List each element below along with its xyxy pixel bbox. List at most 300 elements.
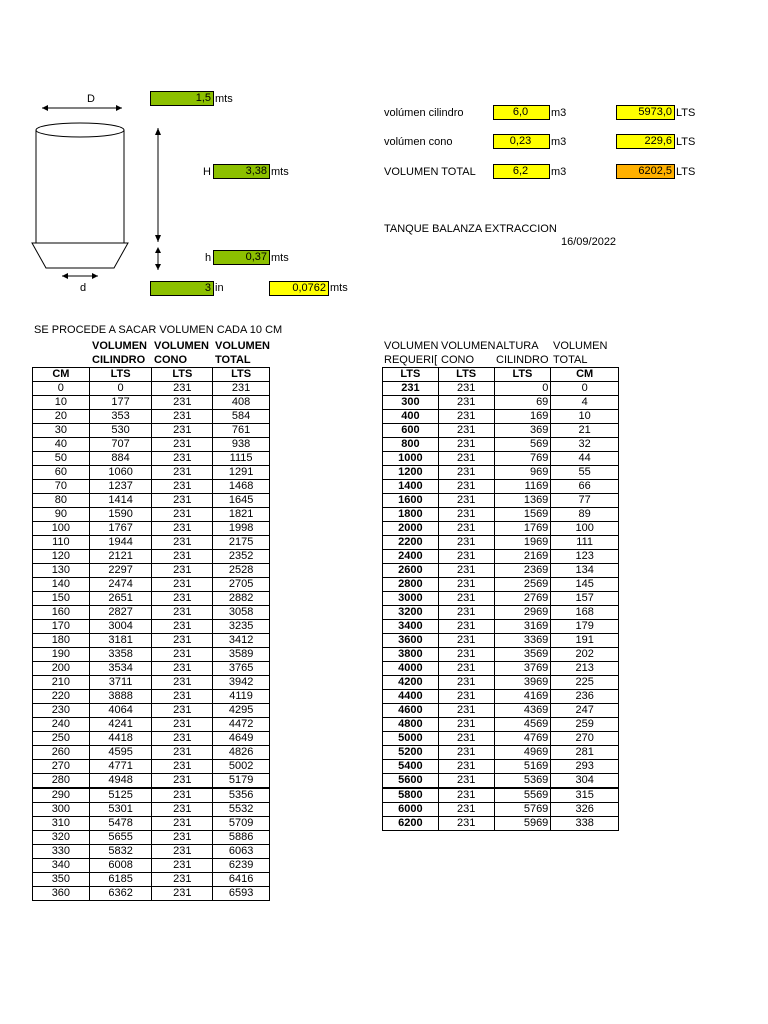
- table-cell: 1169: [494, 480, 551, 494]
- table-cell: 231: [152, 578, 213, 592]
- table-cell: 231: [152, 550, 213, 564]
- table-cell: 231: [152, 718, 213, 732]
- table-cell: 304: [551, 774, 619, 789]
- table-cell: 2369: [494, 564, 551, 578]
- table-row: [383, 494, 619, 508]
- table-cell: 270: [551, 732, 619, 746]
- table-cell: 220: [33, 690, 90, 704]
- table-cell: 584: [213, 410, 270, 424]
- table-row: [33, 466, 270, 480]
- outlet-inches-value[interactable]: 3: [150, 281, 214, 296]
- table-cell: 1369: [494, 494, 551, 508]
- table-cell: 231: [438, 410, 494, 424]
- table-cell: 202: [551, 648, 619, 662]
- table-cell: 77: [551, 494, 619, 508]
- table-cell: 600: [383, 424, 439, 438]
- table-cell: 69: [494, 396, 551, 410]
- table-cell: 231: [152, 760, 213, 774]
- table-cell: 1000: [383, 452, 439, 466]
- table-cell: 231: [438, 634, 494, 648]
- table-cell: 231: [152, 845, 213, 859]
- table-row: [33, 424, 270, 438]
- table-cell: 150: [33, 592, 90, 606]
- table-cell: 231: [152, 396, 213, 410]
- table-cell: 3412: [213, 634, 270, 648]
- table-cell: 3169: [494, 620, 551, 634]
- outlet-meters-unit: mts: [330, 282, 348, 294]
- table-cell: 231: [152, 564, 213, 578]
- table-row: [33, 887, 270, 901]
- table-cell: 1414: [89, 494, 152, 508]
- table-cell: 231: [152, 508, 213, 522]
- table-cell: 1291: [213, 466, 270, 480]
- table-cell: 160: [33, 606, 90, 620]
- table-cell: 1944: [89, 536, 152, 550]
- table-cell: 231: [152, 620, 213, 634]
- table-cell: 4969: [494, 746, 551, 760]
- table-cell: 231: [152, 803, 213, 817]
- table-cell: 231: [152, 634, 213, 648]
- table-cell: 3004: [89, 620, 152, 634]
- table-row: [383, 718, 619, 732]
- table-row: [33, 788, 270, 803]
- table-cell: 5969: [494, 817, 551, 831]
- table-row: [33, 774, 270, 789]
- table-cell: 111: [551, 536, 619, 550]
- table-cell: 5369: [494, 774, 551, 789]
- table-cell: 231: [152, 732, 213, 746]
- table-cell: 1569: [494, 508, 551, 522]
- table-cell: 177: [89, 396, 152, 410]
- table-cell: 4600: [383, 704, 439, 718]
- total-volume-m3-unit: m3: [551, 166, 567, 178]
- table-cell: 168: [551, 606, 619, 620]
- table-cell: 5169: [494, 760, 551, 774]
- table-cell: 270: [33, 760, 90, 774]
- table-cell: 2000: [383, 522, 439, 536]
- table-row: [383, 690, 619, 704]
- cone-height-value[interactable]: 0,37: [213, 250, 270, 265]
- total-volume-lts: 6202,5: [616, 164, 675, 179]
- table-cell: 3765: [213, 662, 270, 676]
- table-cell: 360: [33, 887, 90, 901]
- table-cell: 2882: [213, 592, 270, 606]
- cone-height-unit: mts: [271, 252, 289, 264]
- report-date: 16/09/2022: [561, 236, 617, 248]
- left-header-total-2: TOTAL: [215, 354, 251, 366]
- right-header-height-1: ALTURA: [496, 340, 539, 352]
- table-cell: 231: [152, 746, 213, 760]
- table-cell: 4418: [89, 732, 152, 746]
- table-row: [383, 788, 619, 803]
- table-cell: 210: [33, 676, 90, 690]
- table-row: [33, 873, 270, 887]
- table-cell: 4800: [383, 718, 439, 732]
- table-cell: 89: [551, 508, 619, 522]
- table-cell: 231: [383, 382, 439, 396]
- table-cell: 231: [152, 859, 213, 873]
- table-cell: 230: [33, 704, 90, 718]
- table-cell: 231: [438, 578, 494, 592]
- table-cell: 2400: [383, 550, 439, 564]
- table-cell: 4948: [89, 774, 152, 789]
- table-row: [33, 760, 270, 774]
- table-cell: 231: [438, 760, 494, 774]
- table-cell: 2651: [89, 592, 152, 606]
- table-cell: 231: [152, 424, 213, 438]
- table-cell: 569: [494, 438, 551, 452]
- table-cell: 4119: [213, 690, 270, 704]
- table-row: [33, 592, 270, 606]
- table-cell: 5600: [383, 774, 439, 789]
- table-row: [33, 831, 270, 845]
- table-cell: 231: [438, 817, 494, 831]
- table-cell: 5125: [89, 788, 152, 803]
- table-row: [33, 438, 270, 452]
- table-cell: 231: [152, 606, 213, 620]
- table-cell: 5356: [213, 788, 270, 803]
- table-cell: 140: [33, 578, 90, 592]
- table-row: [383, 564, 619, 578]
- table-cell: 231: [152, 480, 213, 494]
- table-cell: 5400: [383, 760, 439, 774]
- table-row: [33, 690, 270, 704]
- table-cell: 6362: [89, 887, 152, 901]
- cylinder-volume-m3: 6,0: [493, 105, 550, 120]
- table-row: [383, 746, 619, 760]
- table-cell: 6239: [213, 859, 270, 873]
- table-cell: 6200: [383, 817, 439, 831]
- table-cell: 884: [89, 452, 152, 466]
- table-cell: 5200: [383, 746, 439, 760]
- table-cell: 2769: [494, 592, 551, 606]
- table-cell: 707: [89, 438, 152, 452]
- table-cell: 2827: [89, 606, 152, 620]
- table-cell: 259: [551, 718, 619, 732]
- table-cell: 300: [33, 803, 90, 817]
- table-cell: 231: [438, 662, 494, 676]
- table-row: [33, 620, 270, 634]
- table-cell: 231: [152, 410, 213, 424]
- right-header-cone-1: VOLUMEN: [441, 340, 496, 352]
- column-header: LTS: [89, 368, 152, 382]
- table-cell: 21: [551, 424, 619, 438]
- left-header-cylinder-1: VOLUMEN: [92, 340, 147, 352]
- cone-volume-lts: 229,6: [616, 134, 675, 149]
- table-row: [33, 676, 270, 690]
- table-cell: 231: [438, 522, 494, 536]
- table-cell: 1769: [494, 522, 551, 536]
- table-cell: 231: [438, 550, 494, 564]
- left-header-cylinder-2: CILINDRO: [92, 354, 146, 366]
- table-cell: 70: [33, 480, 90, 494]
- table-cell: 231: [438, 690, 494, 704]
- height-value[interactable]: 3,38: [213, 164, 270, 179]
- table-row: [33, 410, 270, 424]
- table-cell: 969: [494, 466, 551, 480]
- table-cell: 4649: [213, 732, 270, 746]
- table-cell: 50: [33, 452, 90, 466]
- table-cell: 1200: [383, 466, 439, 480]
- table-cell: 4595: [89, 746, 152, 760]
- table-cell: 231: [438, 803, 494, 817]
- table-cell: 5532: [213, 803, 270, 817]
- table-cell: 231: [152, 592, 213, 606]
- column-header: LTS: [438, 368, 494, 382]
- table-cell: 330: [33, 845, 90, 859]
- table-cell: 2800: [383, 578, 439, 592]
- table-cell: 1468: [213, 480, 270, 494]
- table-cell: 3200: [383, 606, 439, 620]
- outlet-inches-unit: in: [215, 282, 224, 294]
- table-row: [33, 648, 270, 662]
- right-header-total-2: TOTAL: [553, 354, 588, 366]
- table-cell: 231: [438, 480, 494, 494]
- table-row: [383, 382, 619, 396]
- table-cell: 3711: [89, 676, 152, 690]
- table-cell: 2121: [89, 550, 152, 564]
- table-cell: 130: [33, 564, 90, 578]
- table-cell: 100: [551, 522, 619, 536]
- table-cell: 134: [551, 564, 619, 578]
- table-cell: 400: [383, 410, 439, 424]
- table-cell: 6008: [89, 859, 152, 873]
- table-cell: 231: [152, 438, 213, 452]
- table-cell: 231: [152, 466, 213, 480]
- table-cell: 0: [551, 382, 619, 396]
- table-row: [383, 522, 619, 536]
- right-header-cone-2: CONO: [441, 354, 474, 366]
- table-cell: 66: [551, 480, 619, 494]
- total-volume-m3: 6,2: [493, 164, 550, 179]
- table-row: [33, 522, 270, 536]
- table-cell: 1060: [89, 466, 152, 480]
- table-cell: 231: [152, 676, 213, 690]
- table-cell: 5478: [89, 817, 152, 831]
- table-cell: 530: [89, 424, 152, 438]
- table-cell: 6063: [213, 845, 270, 859]
- table-cell: 5569: [494, 788, 551, 803]
- table-cell: 4: [551, 396, 619, 410]
- table-cell: 169: [494, 410, 551, 424]
- table-row: [383, 817, 619, 831]
- table-cell: 179: [551, 620, 619, 634]
- table-cell: 4000: [383, 662, 439, 676]
- table-cell: 1400: [383, 480, 439, 494]
- table-cell: 231: [438, 382, 494, 396]
- table-cell: 231: [438, 774, 494, 789]
- table-cell: 2175: [213, 536, 270, 550]
- table-cell: 231: [152, 873, 213, 887]
- table-cell: 4400: [383, 690, 439, 704]
- table-cell: 55: [551, 466, 619, 480]
- table-row: [383, 424, 619, 438]
- table-cell: 40: [33, 438, 90, 452]
- table-cell: 3600: [383, 634, 439, 648]
- table-cell: 2169: [494, 550, 551, 564]
- table-cell: 60: [33, 466, 90, 480]
- tank-diagram: [30, 90, 180, 290]
- table-cell: 290: [33, 788, 90, 803]
- table-cell: 6593: [213, 887, 270, 901]
- cone-volume-m3: 0,23: [493, 134, 550, 149]
- table-cell: 3534: [89, 662, 152, 676]
- table-cell: 1600: [383, 494, 439, 508]
- table-cell: 200: [33, 662, 90, 676]
- table-cell: 231: [152, 887, 213, 901]
- table-cell: 231: [438, 592, 494, 606]
- table-intro: SE PROCEDE A SACAR VOLUMEN CADA 10 CM: [34, 324, 283, 336]
- table-cell: 231: [152, 831, 213, 845]
- tank-title: TANQUE BALANZA EXTRACCION: [384, 223, 557, 235]
- cylinder-volume-m3-unit: m3: [551, 107, 567, 119]
- table-row: [33, 452, 270, 466]
- table-row: [383, 760, 619, 774]
- table-row: [383, 452, 619, 466]
- table-cell: 231: [438, 704, 494, 718]
- table-row: [383, 634, 619, 648]
- table-cell: 3569: [494, 648, 551, 662]
- table-cell: 1237: [89, 480, 152, 494]
- table-cell: 10: [551, 410, 619, 424]
- table-row: [33, 564, 270, 578]
- table-cell: 5709: [213, 817, 270, 831]
- table-cell: 280: [33, 774, 90, 789]
- table-cell: 326: [551, 803, 619, 817]
- table-cell: 32: [551, 438, 619, 452]
- table-cell: 1645: [213, 494, 270, 508]
- table-row: [383, 732, 619, 746]
- column-header: LTS: [383, 368, 439, 382]
- table-cell: 3000: [383, 592, 439, 606]
- table-cell: 1590: [89, 508, 152, 522]
- table-row: [33, 746, 270, 760]
- cylinder-volume-label: volúmen cilindro: [384, 107, 464, 119]
- table-row: [383, 704, 619, 718]
- outlet-label: d: [80, 282, 87, 294]
- table-cell: 5000: [383, 732, 439, 746]
- table-cell: 2528: [213, 564, 270, 578]
- diameter-value[interactable]: 1,5: [150, 91, 214, 106]
- height-label: H: [203, 166, 211, 178]
- right-header-height-2: CILINDRO: [496, 354, 549, 366]
- table-cell: 2705: [213, 578, 270, 592]
- table-cell: 231: [438, 536, 494, 550]
- table-cell: 5769: [494, 803, 551, 817]
- table-cell: 213: [551, 662, 619, 676]
- table-row: [383, 536, 619, 550]
- table-cell: 281: [551, 746, 619, 760]
- table-cell: 3400: [383, 620, 439, 634]
- table-cell: 5886: [213, 831, 270, 845]
- table-cell: 4064: [89, 704, 152, 718]
- table-cell: 231: [438, 606, 494, 620]
- table-cell: 90: [33, 508, 90, 522]
- table-cell: 3358: [89, 648, 152, 662]
- table-cell: 191: [551, 634, 619, 648]
- table-cell: 0: [494, 382, 551, 396]
- table-cell: 4295: [213, 704, 270, 718]
- table-cell: 240: [33, 718, 90, 732]
- column-header: CM: [551, 368, 619, 382]
- table-row: [33, 704, 270, 718]
- cone-volume-label: volúmen cono: [384, 136, 453, 148]
- table-cell: 231: [438, 620, 494, 634]
- table-row: [33, 382, 270, 396]
- table-cell: 120: [33, 550, 90, 564]
- table-row: [33, 634, 270, 648]
- table-cell: 231: [438, 508, 494, 522]
- diameter-unit: mts: [215, 93, 233, 105]
- column-header: CM: [33, 368, 90, 382]
- table-cell: 30: [33, 424, 90, 438]
- cylinder-volume-lts: 5973,0: [616, 105, 675, 120]
- table-row: [33, 732, 270, 746]
- table-row: [33, 606, 270, 620]
- table-cell: 0: [33, 382, 90, 396]
- table-row: [383, 410, 619, 424]
- table-cell: 44: [551, 452, 619, 466]
- cylinder-volume-lts-unit: LTS: [676, 107, 696, 119]
- left-header-total-1: VOLUMEN: [215, 340, 270, 352]
- table-cell: 320: [33, 831, 90, 845]
- table-cell: 2969: [494, 606, 551, 620]
- table-cell: 800: [383, 438, 439, 452]
- table-cell: 2200: [383, 536, 439, 550]
- height-unit: mts: [271, 166, 289, 178]
- table-cell: 4826: [213, 746, 270, 760]
- table-cell: 157: [551, 592, 619, 606]
- table-cell: 1969: [494, 536, 551, 550]
- table-cell: 1767: [89, 522, 152, 536]
- table-row: [33, 508, 270, 522]
- table-cell: 350: [33, 873, 90, 887]
- table-row: [33, 845, 270, 859]
- table-row: [383, 606, 619, 620]
- table-cell: 4169: [494, 690, 551, 704]
- table-cell: 231: [152, 452, 213, 466]
- table-cell: 170: [33, 620, 90, 634]
- table-row: [33, 817, 270, 831]
- table-cell: 1800: [383, 508, 439, 522]
- right-header-required-1: VOLUMEN: [384, 340, 439, 352]
- total-volume-lts-unit: LTS: [676, 166, 696, 178]
- table-row: [33, 480, 270, 494]
- table-cell: 408: [213, 396, 270, 410]
- table-cell: 938: [213, 438, 270, 452]
- table-row: [33, 396, 270, 410]
- table-row: [383, 676, 619, 690]
- table-cell: 190: [33, 648, 90, 662]
- cone-height-label: h: [205, 252, 212, 264]
- table-cell: 5301: [89, 803, 152, 817]
- table-cell: 10: [33, 396, 90, 410]
- table-cell: 293: [551, 760, 619, 774]
- table-row: [33, 718, 270, 732]
- table-row: [383, 578, 619, 592]
- table-row: [33, 803, 270, 817]
- table-row: [383, 438, 619, 452]
- height-by-volume-table: [382, 367, 619, 831]
- table-cell: 4241: [89, 718, 152, 732]
- table-cell: 3369: [494, 634, 551, 648]
- table-row: [33, 550, 270, 564]
- table-cell: 231: [438, 424, 494, 438]
- table-cell: 3058: [213, 606, 270, 620]
- table-cell: 231: [152, 648, 213, 662]
- table-cell: 110: [33, 536, 90, 550]
- table-cell: 231: [152, 817, 213, 831]
